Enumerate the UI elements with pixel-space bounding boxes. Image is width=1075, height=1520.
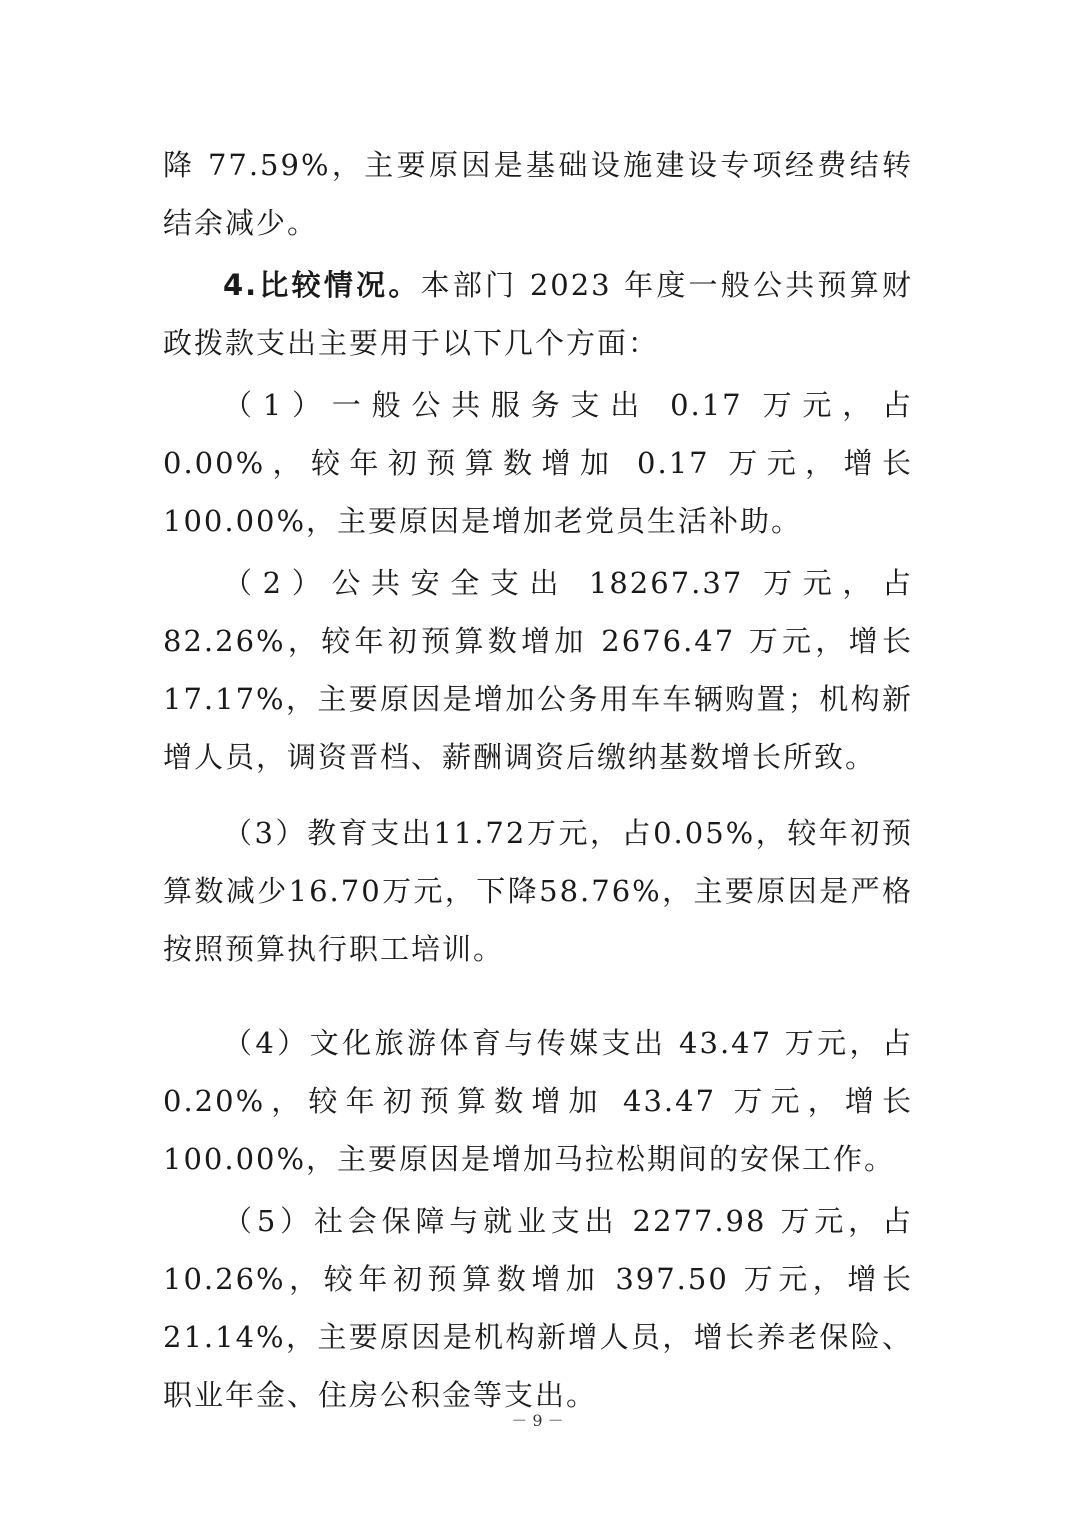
section-heading-comparison: 4.比较情况。 bbox=[223, 268, 421, 302]
paragraph-continuation: 降 77.59%，主要原因是基础设施建设专项经费结转结余减少。 bbox=[163, 148, 913, 240]
page-number: － 9 － bbox=[511, 1411, 564, 1430]
paragraph-education: （3）教育支出11.72万元，占0.05%，较年初预算数减少16.70万元，下降58.76%，主要原因是严格按照预算执行职工培训。 bbox=[163, 816, 913, 966]
paragraph-general-public-services: （1）一般公共服务支出 0.17 万元，占 0.00%，较年初预算数增加 0.17 万元，增长 100.00%，主要原因是增加老党员生活补助。 bbox=[163, 388, 913, 538]
document-body bbox=[163, 136, 913, 1424]
paragraph-culture-tourism-sports-media: （4）文化旅游体育与传媒支出 43.47 万元，占 0.20%，较年初预算数增加 43.47 万元，增长 100.00%，主要原因是增加马拉松期间的安保工作。 bbox=[163, 1026, 913, 1176]
paragraph-public-security: （2）公共安全支出 18267.37 万元，占 82.26%，较年初预算数增加 2676.47 万元，增长 17.17%，主要原因是增加公务用车车辆购置；机构新增人员，调资晋档、薪酬调资后缴纳基数增长所致。 bbox=[163, 566, 913, 774]
comparison-intro-text: 本部门 2023 年度一般公共预算财政拨款支出主要用于以下几个方面： bbox=[163, 268, 913, 360]
paragraph-comparison-intro bbox=[163, 256, 913, 372]
paragraph-social-security-employment: （5）社会保障与就业支出 2277.98 万元，占 10.26%，较年初预算数增加 397.50 万元，增长 21.14%，主要原因是机构新增人员，增长养老保险、职业年金、住房公积金等支出。 bbox=[163, 1204, 913, 1412]
